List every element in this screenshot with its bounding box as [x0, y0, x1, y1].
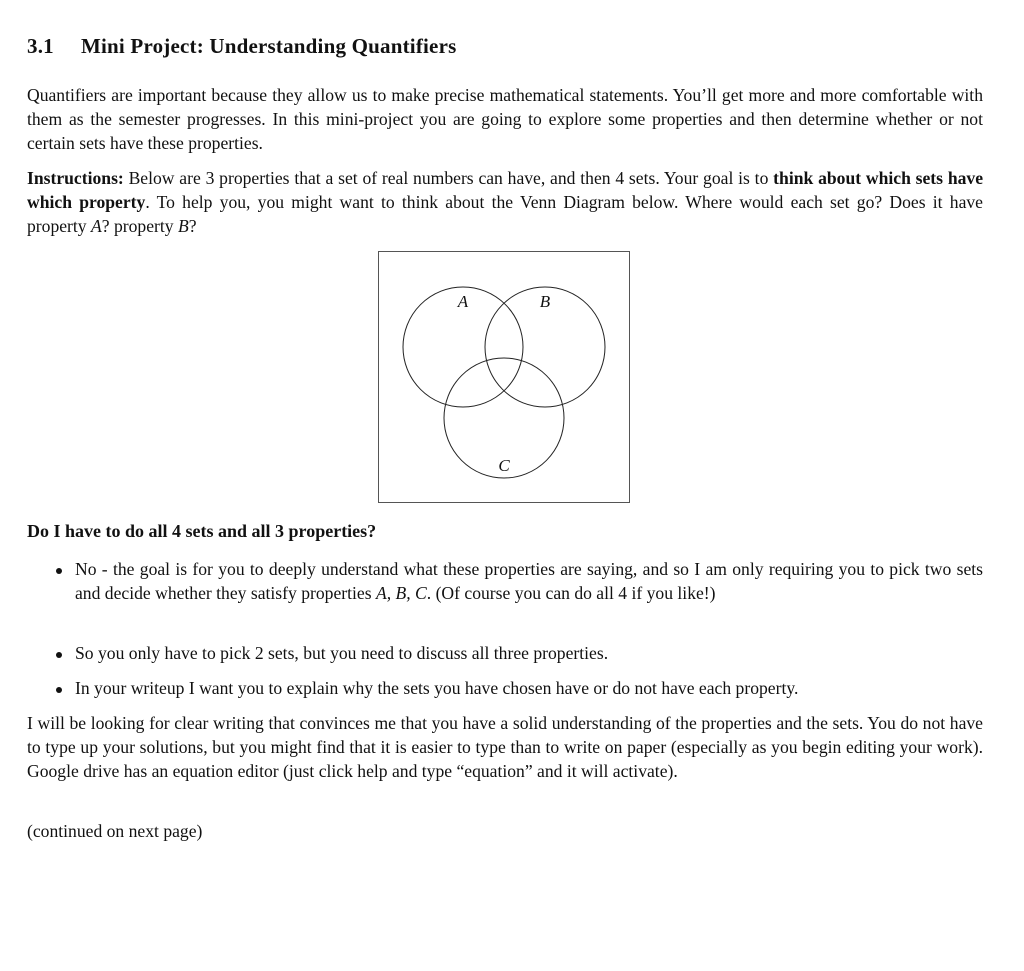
instructions-prop-a: A [91, 215, 102, 236]
venn-label-c: C [498, 456, 510, 475]
venn-label-a: A [457, 292, 469, 311]
bullet1-after: . (Of course you can do all 4 if you like!) [426, 582, 716, 603]
bullet-icon [56, 568, 62, 574]
instructions-paragraph [27, 167, 983, 238]
bullet3-text: In your writeup I want you to explain why the sets you have chosen have or do not have each property. [75, 678, 799, 698]
section-number: 3.1 [27, 34, 54, 58]
list-item [75, 677, 983, 701]
closing-paragraph: I will be looking for clear writing that convinces me that you have a solid understanding of the properties and the sets. You do not have to type up your solutions, but you might find that it is easier to type than to write on paper (especially as you begin editing your work). Google drive has an equation editor (just click help and type “equation” and it will activate). [27, 713, 983, 781]
instructions-text-after: . To help you, you might want to think about the Venn Diagram below. Where would each set go? Does it have property [27, 191, 983, 236]
faq-question: Do I have to do all 4 sets and all 3 properties? [27, 521, 377, 541]
section-heading [27, 34, 456, 59]
list-item [75, 558, 983, 606]
bullet2-text: So you only have to pick 2 sets, but you need to discuss all three properties. [75, 643, 609, 663]
instructions-bold-phrase: think about which sets have which property [27, 168, 984, 212]
venn-label-b: B [539, 292, 551, 311]
list-item [75, 642, 983, 666]
intro-paragraph: Quantifiers are important because they allow us to make precise mathematical statements. You’ll get more and more comfortable with them as the semester progresses. In this mini-project you are going to explore some properties and then determine whether or not certain sets have these properties. [27, 85, 983, 153]
continued-note: (continued on next page) [27, 821, 203, 841]
bullet-icon [56, 652, 62, 658]
bullet1-before: No - the goal is for you to deeply understand what these properties are saying, and so I am only requiring you to pick two sets and decide whether they satisfy properties [75, 559, 983, 603]
instructions-text-end: ? [188, 215, 197, 236]
section-title: Mini Project: Understanding Quantifiers [81, 34, 457, 58]
bullet1-math: A, B, C [375, 582, 427, 603]
instructions-label: Instructions: [27, 168, 124, 188]
instructions-text-before: Below are 3 properties that a set of real numbers can have, and then 4 sets. Your goal is to [123, 168, 774, 188]
instructions-text-mid: ? property [101, 215, 178, 236]
instructions-prop-b: B [177, 215, 189, 236]
venn-diagram [378, 251, 630, 503]
bullet-icon [56, 687, 62, 693]
